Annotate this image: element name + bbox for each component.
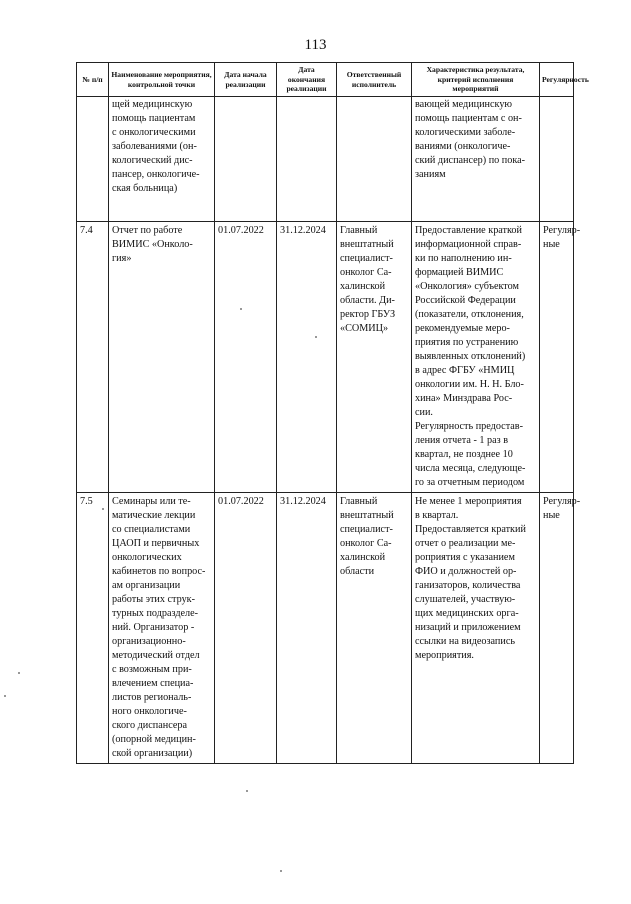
header-regularity: Регулярность xyxy=(540,63,574,97)
text-line: слушателей, участвую- xyxy=(415,594,516,605)
text-line: низаций и приложением xyxy=(415,622,521,633)
text-line: информационной справ- xyxy=(415,239,522,250)
text-line: внештатный xyxy=(340,510,394,521)
text-line: ской организации) xyxy=(112,748,193,759)
table-row xyxy=(77,97,574,222)
text-line: работы этих струк- xyxy=(112,594,196,605)
text-line: формацией ВИМИС xyxy=(415,267,504,278)
text-line: ского диспансера xyxy=(112,720,187,731)
cell-end-date xyxy=(277,222,337,493)
text-line: онкологии им. Н. Н. Бло- xyxy=(415,379,524,390)
cell-responsible xyxy=(337,97,412,222)
text-line: числа месяца, следующе- xyxy=(415,463,526,474)
text-line: онкологических xyxy=(112,552,182,563)
scan-speck xyxy=(18,672,20,674)
text-line: онколог Са- xyxy=(340,538,392,549)
text-line: халинской xyxy=(340,281,386,292)
text-line: ректор ГБУЗ xyxy=(340,309,396,320)
cell-responsible xyxy=(337,222,412,493)
scan-speck xyxy=(240,308,242,310)
text-line: ные xyxy=(543,510,560,521)
text-line: области. Ди- xyxy=(340,295,395,306)
header-end-date: Дата окончания реализации xyxy=(277,63,337,97)
scan-speck xyxy=(315,336,317,338)
text-line: Российской Федерации xyxy=(415,295,516,306)
header-start-date: Дата начала реализации xyxy=(215,63,277,97)
text-line: роприятия с указанием xyxy=(415,552,515,563)
text-line: с возможным при- xyxy=(112,664,192,675)
cell-name xyxy=(109,493,215,764)
text-line: отчет о реализации ме- xyxy=(415,538,516,549)
scan-speck xyxy=(280,870,282,872)
text-line: рекомендуемые меро- xyxy=(415,323,510,334)
text-line: ам организации xyxy=(112,580,181,591)
text-line: ний. Организатор - xyxy=(112,622,195,633)
text-line: приятия по устранению xyxy=(415,337,519,348)
cell-number xyxy=(77,493,109,764)
header-responsible: Ответственный исполнитель xyxy=(337,63,412,97)
text-line: го за отчетным периодом xyxy=(415,477,525,488)
text-line: специалист- xyxy=(340,253,393,264)
text-line: хина» Минздрава Рос- xyxy=(415,393,513,404)
cell-regularity xyxy=(540,97,574,222)
text-line: ская больница) xyxy=(112,183,178,194)
table-header-row xyxy=(77,63,574,97)
cell-number xyxy=(77,97,109,222)
header-name: Наименование мероприятия, контрольной точки xyxy=(109,63,215,97)
text-line: Семинары или те- xyxy=(112,496,191,507)
text-line: Главный xyxy=(340,225,378,236)
text-line: Регуляр- xyxy=(543,496,581,507)
measures-table xyxy=(76,62,589,764)
cell-start-date xyxy=(215,222,277,493)
page-number: 113 xyxy=(304,37,327,53)
text-line: квартал, не позднее 10 xyxy=(415,449,513,460)
text-line: методический отдел xyxy=(112,650,200,661)
text-line: щей медицинскую xyxy=(112,99,193,110)
text-line: 7.4 xyxy=(80,225,93,236)
text-line: ВИМИС «Онколо- xyxy=(112,239,193,250)
text-line: ваниями (онкологиче- xyxy=(415,141,511,152)
text-line: влечением специа- xyxy=(112,678,194,689)
text-line: Не менее 1 мероприятия xyxy=(415,496,522,507)
text-line: «Онкология» субъектом xyxy=(415,281,519,292)
text-line: ганизаторов, количества xyxy=(415,580,521,591)
cell-name xyxy=(109,222,215,493)
text-line: помощь пациентам с он- xyxy=(415,113,522,124)
cell-name xyxy=(109,97,215,222)
text-line: 7.5 xyxy=(80,496,93,507)
text-line: в адрес ФГБУ «НМИЦ xyxy=(415,365,515,376)
text-line: заниям xyxy=(415,169,446,180)
text-line: вающей медицинскую xyxy=(415,99,513,110)
text-line: ЦАОП и первичных xyxy=(112,538,200,549)
text-line: кологический дис- xyxy=(112,155,193,166)
scan-speck xyxy=(4,695,6,697)
text-line: мероприятия. xyxy=(415,650,474,661)
text-line: 01.07.2022 xyxy=(218,225,264,236)
text-line: 01.07.2022 xyxy=(218,496,264,507)
cell-end-date xyxy=(277,97,337,222)
text-line: Главный xyxy=(340,496,378,507)
text-line: кологическими заболе- xyxy=(415,127,516,138)
text-line: (опорной медицин- xyxy=(112,734,196,745)
cell-number xyxy=(77,222,109,493)
cell-result xyxy=(412,97,540,222)
text-line: области xyxy=(340,566,375,577)
text-line: помощь пациентам xyxy=(112,113,196,124)
text-line: сии. xyxy=(415,407,433,418)
text-line: внештатный xyxy=(340,239,394,250)
table-row xyxy=(77,493,574,764)
text-line: заболеваниями (он- xyxy=(112,141,197,152)
text-line: турных подразделе- xyxy=(112,608,199,619)
cell-result xyxy=(412,222,540,493)
scan-speck xyxy=(102,508,104,510)
text-line: (показатели, отклонения, xyxy=(415,309,524,320)
cell-result xyxy=(412,493,540,764)
text-line: ФИО и должностей ор- xyxy=(415,566,517,577)
text-line: листов региональ- xyxy=(112,692,192,703)
text-line: с онкологическими xyxy=(112,127,196,138)
text-line: щих медицинских орга- xyxy=(415,608,519,619)
table-row xyxy=(77,222,574,493)
text-line: гия» xyxy=(112,253,132,264)
scan-speck xyxy=(246,790,248,792)
text-line: «СОМИЦ» xyxy=(340,323,389,334)
cell-responsible xyxy=(337,493,412,764)
text-line: организационно- xyxy=(112,636,186,647)
cell-regularity xyxy=(540,493,581,764)
text-line: онколог Са- xyxy=(340,267,392,278)
cell-end-date xyxy=(277,493,337,764)
text-line: матические лекции xyxy=(112,510,196,521)
text-line: специалист- xyxy=(340,524,393,535)
text-line: ки по наполнению ин- xyxy=(415,253,512,264)
text-line: 31.12.2024 xyxy=(280,225,326,236)
text-line: пансер, онкологиче- xyxy=(112,169,200,180)
text-line: ного онкологиче- xyxy=(112,706,187,717)
text-line: 31.12.2024 xyxy=(280,496,326,507)
text-line: Предоставление краткой xyxy=(415,225,522,236)
text-line: Регуляр- xyxy=(543,225,581,236)
text-line: в квартал. xyxy=(415,510,459,521)
text-line: Предоставляется краткий xyxy=(415,524,526,535)
text-line: халинской xyxy=(340,552,386,563)
header-result: Характеристика результата, критерий исполнения мероприятий xyxy=(412,63,540,97)
text-line: ные xyxy=(543,239,560,250)
header-number: № п/п xyxy=(77,63,109,97)
text-line: Отчет по работе xyxy=(112,225,183,236)
text-line: Регулярность предостав- xyxy=(415,421,523,432)
cell-start-date xyxy=(215,493,277,764)
text-line: со специалистами xyxy=(112,524,191,535)
text-line: ссылки на видеозапись xyxy=(415,636,515,647)
cell-regularity xyxy=(540,222,581,493)
text-line: ский диспансер) по пока- xyxy=(415,155,526,166)
text-line: ления отчета - 1 раз в xyxy=(415,435,509,446)
text-line: кабинетов по вопрос- xyxy=(112,566,206,577)
cell-start-date xyxy=(215,97,277,222)
text-line: выявленных отклонений) xyxy=(415,351,526,362)
